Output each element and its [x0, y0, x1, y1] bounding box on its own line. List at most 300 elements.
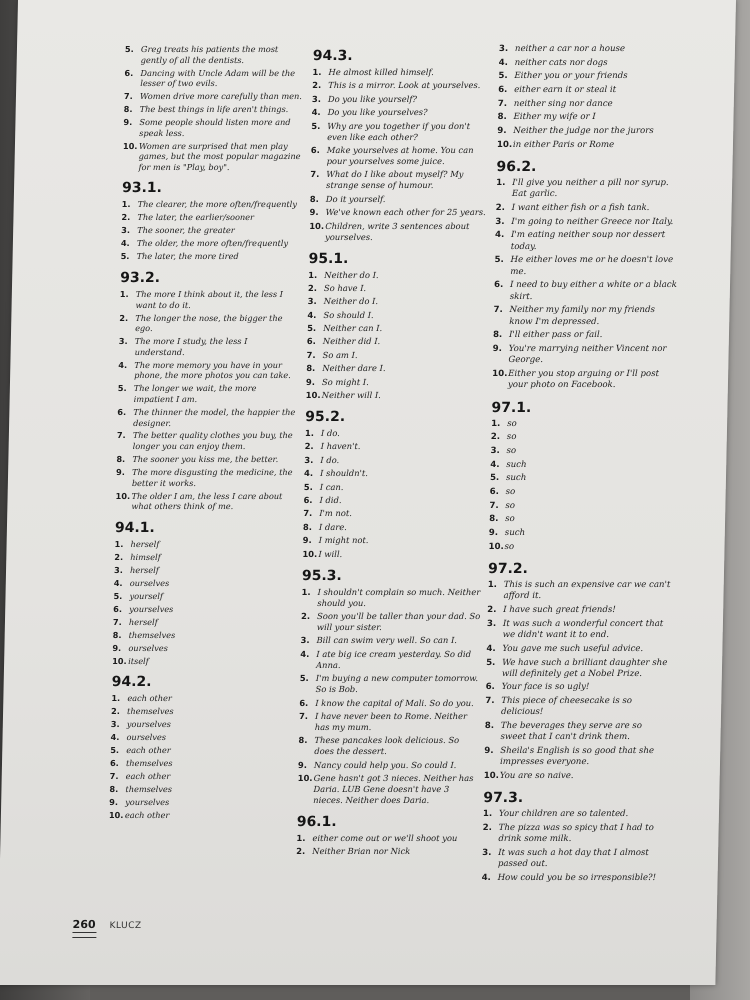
answer-item [297, 773, 478, 806]
item-number: 1. [308, 269, 318, 280]
answer-section [302, 409, 485, 560]
item-number: 6. [306, 336, 316, 347]
item-number: 1. [491, 418, 501, 429]
answer-text: I do. [320, 454, 340, 465]
answer-item [497, 140, 681, 151]
answer-text: each other [127, 693, 172, 704]
item-number: 4. [486, 643, 496, 654]
answer-text: yourselves [129, 603, 174, 614]
answer-text: I'll either pass or fail. [508, 330, 603, 341]
answer-text: I have such great friends! [503, 605, 616, 616]
answer-text: Women drive more carefully than men. [139, 91, 303, 102]
answer-item [495, 217, 679, 228]
item-number: 5. [311, 120, 321, 131]
answer-text: So have I. [323, 282, 367, 293]
answer-text: Neither dare I. [322, 363, 386, 374]
answer-item [114, 565, 292, 576]
answer-item [306, 390, 486, 401]
item-number: 7. [112, 616, 122, 627]
item-number: 7. [123, 91, 133, 102]
answer-section [109, 674, 290, 820]
answer-text: yourselves [125, 797, 170, 808]
item-number: 6. [109, 758, 119, 769]
answer-item [312, 94, 492, 105]
answer-section [309, 48, 493, 243]
item-number: 7. [485, 696, 495, 707]
answer-item [490, 473, 674, 484]
item-number: 10. [108, 810, 124, 821]
answer-list [497, 44, 683, 151]
answer-text: Neither Brian nor Nick [312, 846, 411, 857]
answer-item [312, 80, 492, 91]
answer-item [310, 194, 490, 205]
answer-item [484, 721, 668, 744]
item-number: 7. [306, 349, 316, 360]
answer-item [114, 578, 292, 589]
item-number: 8. [309, 193, 319, 204]
answer-item [487, 605, 671, 616]
answer-item [304, 482, 484, 493]
answer-text: Bill can swim very well. So can I. [316, 635, 458, 646]
answer-item [312, 67, 492, 78]
item-number: 3. [110, 719, 120, 730]
item-number: 6. [117, 406, 127, 417]
answer-item [496, 178, 680, 201]
answer-text: I ate big ice cream yesterday. So did Anna. [315, 648, 472, 670]
answer-item [303, 535, 483, 546]
item-number: 3. [490, 446, 500, 457]
answer-item [498, 99, 682, 110]
answer-text: so [505, 487, 516, 498]
item-number: 6. [303, 494, 313, 505]
item-number: 6. [113, 603, 123, 614]
answer-item [310, 169, 490, 191]
answer-text: I shouldn't complain so much. Neither should you. [317, 586, 481, 608]
answer-item [118, 383, 296, 404]
item-number: 9. [109, 797, 119, 808]
answer-text: I want either fish or a fish tank. [511, 203, 650, 214]
answer-text: These pancakes look delicious. So does the dessert. [314, 735, 460, 757]
answer-item [111, 719, 289, 730]
page-footer [72, 918, 141, 931]
answer-text: either earn it or steal it [514, 85, 617, 96]
item-number: 10. [309, 220, 325, 231]
answer-text: Dancing with Uncle Adam will be the lesser of two evils. [140, 67, 296, 89]
item-number: 7. [497, 98, 508, 109]
answer-text: Neither my family nor my friends know I'm depressed. [509, 305, 656, 327]
answer-text: The more disgusting the medicine, the better it works. [131, 467, 293, 488]
item-number: 5. [307, 323, 317, 334]
item-number: 8. [302, 521, 313, 532]
answer-text: Greg treats his patients the most gently of all the dentists. [140, 44, 279, 65]
item-number: 3. [113, 564, 123, 575]
answer-text: This piece of cheesecake is so delicious! [500, 696, 633, 718]
item-number: 9. [116, 467, 126, 478]
item-number: 4. [113, 577, 123, 588]
answer-item [114, 552, 292, 563]
column-3 [481, 44, 683, 892]
answer-text: herself [128, 616, 158, 627]
answer-section [481, 790, 667, 884]
page-number: 260 [72, 918, 96, 931]
answer-item [112, 643, 290, 654]
answer-text: I will. [318, 548, 343, 559]
answer-list [122, 44, 303, 172]
item-number: 2. [482, 823, 493, 834]
answer-item [116, 454, 294, 465]
answer-item [121, 251, 299, 262]
answer-text: Children, write 3 sentences about yourselves. [324, 220, 470, 242]
answer-item [299, 711, 479, 733]
answer-item [486, 658, 670, 681]
item-number: 7. [116, 430, 126, 441]
item-number: 1. [114, 538, 124, 549]
answer-text: The clearer, the more often/frequently [137, 199, 298, 210]
section-heading: 95.3. [301, 567, 342, 584]
answer-text: Neither do I. [323, 296, 379, 307]
answer-list [488, 419, 675, 553]
answer-item [489, 501, 673, 512]
answer-text: Why are you together if you don't even like each other? [327, 120, 471, 142]
section-heading: 97.3. [483, 790, 524, 807]
answer-text: I know the capital of Mali. So do you. [315, 697, 474, 708]
answer-text: Neither the judge nor the jurors [513, 126, 654, 137]
answer-item [112, 656, 290, 667]
item-number: 5. [124, 44, 134, 54]
item-number: 5. [498, 71, 508, 82]
item-number: 10. [492, 369, 508, 380]
answer-item [498, 71, 682, 82]
answer-item [109, 797, 287, 808]
item-number: 10. [483, 771, 500, 782]
item-number: 5. [494, 255, 504, 266]
answer-text: The pizza was so spicy that I had to drink some milk. [498, 823, 654, 845]
answer-item [296, 846, 476, 857]
item-number: 4. [307, 309, 317, 320]
answer-item [490, 460, 674, 471]
answer-section [115, 270, 298, 512]
item-number: 2. [307, 282, 318, 293]
answer-item [485, 696, 669, 719]
item-number: 4. [490, 459, 500, 470]
answer-item [110, 771, 288, 782]
answer-text: I shouldn't. [319, 468, 369, 479]
answer-text: I can. [319, 481, 344, 492]
item-number: 4. [300, 648, 310, 659]
item-number: 6. [493, 280, 504, 291]
answer-text: such [506, 459, 527, 470]
answer-item [492, 344, 676, 367]
answer-text: such [505, 473, 527, 484]
answer-item [484, 771, 668, 782]
item-number: 4. [311, 107, 321, 118]
answer-item [124, 104, 302, 115]
answer-item [114, 539, 292, 550]
answer-text: How could you be so irresponsible?! [497, 873, 657, 884]
answer-item [296, 833, 476, 844]
answer-item [482, 848, 666, 871]
answer-item [113, 591, 291, 602]
answer-text: in either Paris or Rome [512, 139, 615, 150]
answer-text: Neither did I. [322, 336, 381, 347]
answer-item [124, 91, 302, 102]
answer-text: The best things in life aren't things. [139, 104, 289, 115]
answer-item [113, 617, 291, 628]
answer-text: Make yourselves at home. You can pour yourselves some juice. [326, 144, 474, 166]
answer-section [297, 568, 482, 807]
answer-text: Do you like yourselves? [327, 107, 428, 118]
answer-item [312, 107, 492, 118]
answer-item [495, 230, 679, 253]
answer-list [112, 539, 293, 666]
item-number: 5. [110, 745, 120, 756]
item-number: 6. [489, 487, 500, 498]
answer-list [296, 833, 477, 857]
item-number: 7. [298, 710, 309, 721]
answer-item [109, 784, 287, 795]
answer-list [306, 270, 489, 402]
answer-text: so [506, 432, 517, 443]
section-heading: 97.2. [487, 561, 529, 578]
answer-item [301, 611, 481, 633]
answer-item [113, 604, 291, 615]
answer-text: I do. [320, 428, 340, 439]
item-number: 2. [110, 706, 121, 717]
answer-item [483, 809, 667, 820]
answer-text: each other [126, 745, 171, 756]
item-number: 6. [310, 144, 320, 155]
answer-item [121, 225, 299, 236]
item-number: 3. [311, 93, 322, 104]
item-number: 9. [112, 642, 122, 653]
answer-text: yourselves [126, 719, 172, 730]
section-heading: 96.2. [496, 159, 537, 176]
item-number: 8. [497, 112, 507, 123]
item-number: 5. [113, 590, 123, 601]
item-number: 3. [486, 618, 497, 629]
item-number: 10. [115, 490, 131, 501]
item-number: 9. [305, 376, 316, 387]
answer-item [306, 377, 486, 388]
answer-text: This is such an expensive car we can't afford it. [503, 580, 671, 602]
answer-item [488, 542, 672, 553]
answer-item [300, 649, 480, 671]
answer-item [119, 336, 297, 357]
item-number: 8. [298, 735, 308, 746]
answer-item [116, 467, 294, 488]
answer-text: Do it yourself. [325, 193, 386, 204]
answer-item [299, 673, 479, 695]
answer-text: ourselves [128, 642, 169, 653]
answer-text: ourselves [129, 577, 170, 588]
answer-text: each other [125, 771, 171, 782]
answer-text: You are so naive. [499, 771, 574, 782]
item-number: 10. [305, 390, 321, 401]
item-number: 3. [118, 336, 128, 347]
answer-text: so [505, 500, 516, 511]
item-number: 7. [310, 169, 320, 180]
answer-text: The longer the nose, the bigger the ego. [135, 312, 283, 334]
item-number: 1. [301, 586, 311, 597]
answer-text: The beverages they serve are so sweet that I can't drink them. [500, 721, 643, 743]
answer-section [488, 400, 675, 553]
answer-item [485, 682, 669, 693]
answer-item [125, 44, 303, 65]
answer-section [497, 44, 683, 151]
answer-text: The longer we wait, the more impatient I am. [133, 383, 257, 404]
answer-list [302, 428, 485, 560]
item-number: 8. [112, 629, 122, 640]
answer-item [484, 746, 668, 769]
answer-item [499, 44, 683, 55]
answer-text: themselves [126, 706, 174, 717]
answer-item [311, 121, 491, 143]
answer-item [309, 207, 489, 218]
answer-item [304, 468, 484, 479]
answer-item [489, 528, 673, 539]
answer-text: Do you like yourself? [327, 93, 418, 104]
item-number: 3. [495, 216, 505, 227]
item-number: 1. [482, 809, 493, 820]
answer-item [301, 587, 481, 609]
answer-item [497, 126, 681, 137]
item-number: 4. [303, 468, 314, 479]
item-number: 3. [121, 225, 131, 236]
answer-text: Either you stop arguing or I'll post your photo on Facebook. [507, 369, 660, 391]
item-number: 9. [492, 344, 503, 355]
answer-item [487, 619, 671, 642]
item-number: 2. [304, 441, 314, 452]
answer-text: Some people should listen more and speak less. [139, 117, 291, 138]
answer-text: I'm eating neither soup nor dessert today. [510, 230, 666, 252]
answer-item [490, 487, 674, 498]
item-number: 9. [123, 117, 133, 128]
answer-item [489, 514, 673, 525]
answer-text: Either my wife or I [513, 112, 596, 123]
answer-item [496, 203, 680, 214]
item-number: 6. [485, 682, 495, 693]
item-number: 2. [495, 203, 505, 214]
item-number: 2. [296, 846, 306, 857]
answer-item [491, 419, 675, 430]
answer-list [309, 67, 493, 243]
answer-item [302, 549, 482, 560]
answer-item [304, 455, 484, 466]
answer-item [311, 145, 491, 167]
answer-item [499, 58, 683, 69]
answer-item [298, 760, 478, 771]
answer-section [296, 814, 477, 857]
answer-text: We've known each other for 25 years. [325, 207, 486, 218]
answer-section [484, 561, 673, 782]
item-number: 5. [117, 383, 127, 394]
section-heading: 94.2. [111, 674, 152, 691]
answer-item [118, 360, 296, 381]
answer-text: You gave me such useful advice. [502, 643, 644, 654]
item-number: 1. [496, 178, 506, 189]
answer-text: so [505, 514, 515, 525]
item-number: 8. [123, 104, 133, 115]
item-number: 4. [494, 230, 505, 241]
answer-item [299, 698, 479, 709]
item-number: 1. [304, 428, 315, 439]
answer-text: themselves [125, 784, 173, 795]
answer-item [122, 199, 300, 210]
answer-text: I might not. [318, 535, 369, 546]
answer-item [110, 732, 288, 743]
answer-item [117, 407, 295, 428]
answer-item [482, 823, 666, 846]
item-number: 10. [302, 548, 318, 559]
item-number: 2. [490, 432, 501, 443]
answer-text: neither cats nor dogs [514, 57, 608, 68]
item-number: 5. [303, 481, 313, 492]
item-number: 3. [482, 848, 492, 859]
answer-text: The sooner you kiss me, the better. [132, 454, 279, 465]
item-number: 5. [120, 251, 130, 262]
item-number: 5. [299, 673, 309, 684]
answer-list [115, 289, 298, 512]
answer-item [490, 446, 674, 457]
answer-text: The better quality clothes you buy, the longer you can enjoy them. [132, 430, 293, 452]
answer-text: The thinner the model, the happier the designer. [133, 406, 296, 428]
answer-list [121, 199, 300, 262]
answer-text: neither sing nor dance [513, 98, 613, 109]
answer-section [112, 520, 293, 666]
item-number: 8. [489, 514, 499, 525]
answer-item [492, 369, 676, 392]
answer-item [120, 289, 298, 310]
item-number: 8. [116, 454, 126, 465]
item-number: 9. [484, 746, 494, 757]
item-number: 1. [296, 833, 306, 844]
answer-item [305, 441, 485, 452]
item-number: 7. [489, 500, 499, 511]
answer-item [493, 305, 677, 328]
answer-text: The older, the more often/frequently [136, 238, 289, 249]
answer-item [307, 310, 487, 321]
answer-text: themselves [125, 758, 173, 769]
answer-text: It was such a hot day that I almost passed out. [497, 848, 649, 870]
item-number: 4. [481, 873, 491, 884]
answer-item [115, 491, 293, 512]
answer-text: The later, the earlier/sooner [137, 212, 255, 223]
item-number: 8. [306, 363, 316, 374]
item-number: 2. [114, 551, 124, 562]
answer-item [121, 238, 299, 249]
answer-text: The later, the more tired [136, 251, 239, 262]
answer-section [122, 44, 303, 172]
item-number: 6. [124, 67, 134, 78]
answer-text: yourself [129, 590, 164, 601]
answer-text: such [504, 528, 526, 539]
answer-item [117, 430, 295, 451]
answer-item [113, 630, 291, 641]
answer-text: either come out or we'll shoot you [312, 833, 458, 844]
answer-item [303, 495, 483, 506]
answer-text: We have such a brilliant daughter she will definitely get a Nobel Prize. [501, 657, 668, 679]
answer-text: Your face is so ugly! [501, 682, 590, 693]
answer-item [121, 212, 299, 223]
answer-text: This is a mirror. Look at yourselves. [328, 80, 481, 91]
answer-text: Neither will I. [321, 390, 382, 401]
item-number: 1. [487, 580, 498, 591]
item-number: 4. [110, 732, 120, 743]
answer-text: The more I study, the less I understand. [134, 336, 248, 357]
item-number: 4. [118, 359, 128, 370]
answer-item [111, 693, 289, 704]
answer-item [494, 280, 678, 303]
